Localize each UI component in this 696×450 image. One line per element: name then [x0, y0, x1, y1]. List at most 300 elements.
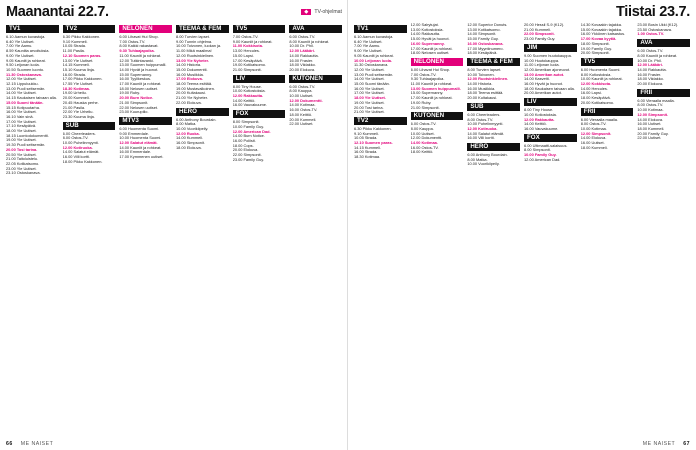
program-listing: 20.50 Yle Uutiset. [6, 152, 37, 157]
channel-heading: TEEMA & FEM [467, 58, 520, 66]
program-listing: 17.00 Yle Uutiset. [6, 119, 37, 124]
program-listing: 14.15 Kaukaisen taivaan alla. [6, 96, 57, 101]
program-listing: 18.00 Keittiö. [289, 112, 313, 117]
program-listing: 10.00 Huomenta Suomi. [119, 136, 162, 141]
program-listing: 15.00 Supernanny. [410, 91, 444, 96]
page-title: Maanantai 22.7. [6, 4, 109, 20]
channel-heading: NELONEN [411, 58, 464, 66]
highlighted-program: 1.00 Ostos-TV. [637, 32, 665, 37]
program-listing: 19.00 Kotikatsomo. [232, 63, 266, 68]
program-listing: 15.00 Family Guy. [467, 37, 499, 42]
channel-heading: KUTONEN [289, 75, 342, 83]
highlighted-program: 13.00 Yle Nyheter. [176, 58, 210, 63]
highlighted-program: 12.00 Rakkautta. [524, 117, 555, 122]
program-listing: 21.00 Yle Uutiset. [354, 110, 385, 115]
program-listing: 23.00 Yle Uutiset. [6, 166, 37, 171]
program-listing: 16.00 Ykkönen katsastus. [580, 32, 626, 37]
program-listing: 22.00 Yle Urheilu. [62, 110, 94, 115]
highlighted-program: 12.00 Lääkäri. [637, 63, 663, 68]
program-listing: 18.00 Kummeli. [580, 145, 608, 150]
program-listing: 16.00 Vauvakuume. [232, 103, 268, 108]
channel-heading: HERO [467, 143, 520, 151]
program-listing: 10.00 Uutiset. [410, 131, 435, 136]
program-listing: 10.00 Toivonen, luokan ja. [176, 44, 222, 49]
brand-name: ME NAISET [642, 441, 676, 447]
program-listing: 10.00 Kotiostoksia. [524, 112, 557, 117]
program-listing: 16.00 Ostos-TV. [410, 145, 439, 150]
program-listing: 8.00 Kotiostoksia. [580, 72, 612, 77]
program-listing: 6.00 Anthony Bourdain. [467, 153, 508, 158]
schedule-column [524, 23, 577, 434]
program-listing: 8.00 Simpsonit. [232, 120, 260, 125]
program-listing: 12.00 Amerikan ajoneuvot. [524, 67, 571, 72]
program-listing: 21.00 Simpsonit. [232, 67, 262, 72]
program-listing: 16.00 Frasier. [289, 58, 314, 63]
program-listing: 12.15 Lippuluukku. [6, 82, 39, 87]
program-listing: 6.30 Pikku Kakkonen. [354, 126, 392, 131]
program-listing: 17.55 Yle Uutiset. [62, 82, 94, 87]
program-listing: 20.45 Hauska perhe. [62, 100, 99, 105]
highlighted-program: 18.30 Kotimaa. [62, 86, 90, 91]
program-listing: 23.00 Bosin Ukki (K12). [637, 23, 679, 27]
program-listing: 18.00 Yle Uutiset. [6, 129, 37, 134]
program-listing: 6.00 Ostos-TV. [289, 84, 316, 89]
channel-heading: LIV [233, 75, 286, 83]
program-listing: 22.00 Uutiset. [289, 122, 314, 127]
program-listing: 21.00 Yle Nyheter. [176, 96, 208, 101]
page-footer [643, 441, 690, 447]
highlighted-program: 13.00 Amerikan autot. [524, 72, 565, 77]
program-listing: 10.00 Puhelinmyynti. [62, 141, 99, 146]
channel-heading: AVA [289, 25, 342, 33]
schedule-column [289, 23, 342, 434]
program-listing: 18.00 Viidakko. [637, 77, 664, 82]
page-title: Tiistai 23.7. [615, 4, 690, 20]
schedule-column [581, 23, 634, 434]
program-listing: 16.00 Vauvakuume. [524, 126, 559, 131]
program-listing: 11.30 Ostoskanava. [354, 63, 389, 68]
program-listing: 10.05 Strada. [62, 44, 87, 49]
program-listing: 9.00 Kauniit ja rohkeat. [232, 39, 273, 44]
program-listing: 7.00 Ostos-TV. [119, 39, 146, 44]
program-listing: 15.00 Kovaakin tajakka. [580, 27, 622, 32]
program-listing: 10.00 Toivonen. [467, 72, 495, 77]
schedule-column [6, 23, 59, 434]
program-listing: 9.50 Leijonan luola. [6, 63, 40, 68]
highlighted-program: 12.00 Rakkautta. [232, 94, 264, 99]
program-listing: 18.00 Keittiö. [410, 150, 434, 155]
program-listing: 15.15 Kotipuutarha. [6, 105, 40, 110]
program-listing: 19.00 Yle Uutiset. [354, 100, 385, 105]
schedule-column [467, 23, 520, 434]
right-page [348, 0, 696, 450]
program-listing: 9.30 Tuhlaajapoika. [410, 77, 445, 82]
program-listing: 6.00 Ostos-TV. [410, 122, 437, 127]
program-listing: 14.00 Yle Uutiset. [6, 91, 37, 96]
channel-heading: TV1 [354, 25, 407, 33]
program-listing: 13.00 Kotiostoksia. [410, 27, 444, 32]
highlighted-program: 12.10 Suomen paras. [354, 141, 393, 146]
program-listing: 13.00 Kotikatsomo. [467, 27, 501, 32]
program-listing: 23.00 Kuurupiilo. [119, 110, 149, 115]
highlighted-program: 12.00 Lääkäri. [289, 49, 315, 54]
program-listing: 22.05 Kotikatsomo. [6, 161, 40, 166]
program-listing: 14.00 Historia. [467, 82, 493, 87]
program-listing: 6.00 Ostos-TV. [637, 49, 664, 54]
program-listing: 20.00 Elokuva. [289, 67, 316, 72]
tag-bar: ◆ [301, 9, 311, 15]
program-listing: 18.00 Simpsonit. [580, 41, 610, 46]
schedule-column [637, 23, 690, 434]
program-listing: 8.00 Matka. [467, 157, 488, 162]
highlighted-program: 12.00 Kotiruoka. [62, 145, 93, 150]
program-listing: 14.15 Kummeli. [62, 63, 90, 68]
highlighted-program: 16.00 Supernanny. [410, 41, 445, 46]
schedule-columns [354, 23, 690, 434]
program-listing: 16.00 Poliisit. [232, 138, 256, 143]
program-listing: 23.30 Kuuma linja. [62, 114, 95, 119]
section-tag [301, 9, 342, 15]
program-listing: 13.00 Puoli seitsemän. [354, 72, 394, 77]
program-listing: 14.00 Keittiö. [232, 98, 256, 103]
program-listing: 13.00 Hercules. [232, 49, 260, 54]
highlighted-program: 12.00 American Dad. [232, 129, 271, 134]
program-listing: 9.05 Kauniit ja rohkeat. [354, 53, 394, 58]
program-listing: 8.00 Kauniit ja rohkeat. [637, 53, 678, 58]
program-listing: 18.00 Kesäpäivä. [580, 96, 611, 101]
program-listing: 14.00 Kummeli. [176, 136, 204, 141]
program-listing: 16.00 Tyylikeskus. [119, 77, 152, 82]
program-listing: 12.00 Superior Donuts. [467, 23, 508, 27]
program-listing: 18.00 Cops. [232, 143, 254, 148]
program-listing: 14.00 Salatut elämät. [467, 131, 505, 136]
program-listing: 20.00 Hessil S-9 (K12). [524, 23, 565, 27]
program-listing: 19.00 Urheilu. [62, 91, 87, 96]
program-listing: 17.10 Kesäpäivä. [6, 124, 37, 129]
program-listing: 6.00 Huomenta Suomi. [119, 126, 160, 131]
schedule-column [233, 23, 286, 434]
program-listing: 15.00 Hyvät ja huonot. [410, 37, 450, 42]
program-listing: 10.00 Kotiostoksia. [232, 89, 266, 94]
page-number: 66 [6, 441, 13, 447]
schedule-column [119, 23, 172, 434]
program-listing: 8.00 Kauppa. [410, 126, 434, 131]
program-listing: 20.00 Kultakausi. [176, 91, 206, 96]
page-number: 67 [683, 441, 690, 447]
program-listing: 20.00 Simpsonit. [580, 51, 610, 56]
program-listing: 23.10 Ostoskanava. [6, 171, 41, 176]
schedule-column [176, 23, 229, 434]
brand-name: ME NAISET [20, 441, 54, 447]
highlighted-program: 20.00 Burn Notice. [119, 96, 154, 101]
program-listing: 6.00 Ostos-TV. [289, 35, 316, 39]
program-listing: 14.15 Kummeli. [354, 145, 382, 150]
program-listing: 10.00 Huutokauppa. [524, 58, 560, 63]
program-listing: 10.00 Puhelinmyynti. [467, 122, 504, 127]
highlighted-program: 18.00 Yle Uutiset. [354, 96, 386, 101]
program-listing: 8.00 Kaikki rakastavat. [119, 44, 159, 49]
program-listing: 12.00 Yle Uutiset. [354, 67, 385, 72]
program-listing: 12.00 Yle Uutiset. [6, 77, 37, 82]
program-listing: 10.50 Suomen luonto. [6, 67, 45, 72]
program-listing: 6.10 Aamun kuvastoja. [6, 35, 46, 39]
program-listing: 6.00 Lihavat Hui Shop. [410, 67, 451, 72]
program-listing: 8.00 Kauppa. [289, 89, 313, 94]
highlighted-program: 12.00 Salatut elämät. [119, 141, 158, 146]
program-listing: 16.00 Hyvät ja huonot. [524, 82, 563, 87]
program-listing: 11.00 Kauniit ja rohkeat. [410, 82, 453, 87]
channel-heading: TV5 [233, 25, 286, 33]
program-listing: 19.00 Ruby. [410, 100, 432, 105]
program-listing: 10.00 Vuorikiipeily. [176, 126, 209, 131]
program-listing: 14.00 Burn Notice. [232, 134, 265, 139]
program-listing: 6.00 Vieraalla maalla. [580, 117, 619, 122]
program-listing: 8.00 Turvien lapset. [176, 35, 210, 39]
program-listing: 14.00 Elokuva. [637, 117, 664, 122]
program-listing: 10.00 Uutiset. [289, 94, 314, 99]
highlighted-program: 12.00 Dokumentti. [289, 98, 323, 103]
program-listing: 8.00 Kauniit ja rohkeat. [289, 39, 330, 44]
program-listing: 14.00 Kauniit ja rohkeat. [119, 145, 162, 150]
program-listing: 14.00 Yle Uutiset. [354, 77, 385, 82]
program-listing: 17.00 Kauniit ja rohkeat. [119, 82, 162, 87]
program-listing: 9.10 Kummeli. [62, 39, 88, 44]
program-listing: 20.00 Kummeli. [289, 117, 317, 122]
program-listing: 15.00 Supernanny. [119, 72, 152, 77]
program-listing: 6.00 Anthony Bourdain. [176, 117, 217, 122]
highlighted-program: 14.00 Kotimaa. [410, 141, 438, 146]
program-listing: 8.00 Turvien lapset. [467, 67, 502, 72]
schedule-column [411, 23, 464, 434]
program-listing: 6.00 Cheerleaders. [62, 131, 96, 136]
channel-heading: MTV3 [119, 117, 172, 125]
highlighted-program: 22.00 Simpsonit. [524, 32, 555, 37]
program-listing: 9.00 Emmerdale. [119, 131, 149, 136]
program-listing: 16.00 Yle Uutiset. [354, 86, 385, 91]
program-listing: 11.00 Mikä maailma! [176, 49, 212, 54]
program-listing: 14.00 Historia. [176, 63, 202, 68]
program-listing: 14.00 Simpsonit. [467, 32, 497, 37]
program-listing: 9.05 Kauniit ja rohkeat. [6, 58, 46, 63]
program-listing: 17.00 Kauniit ja rohkeat. [410, 96, 453, 101]
schedule-columns [6, 23, 342, 434]
program-listing: 10.00 Kotimaa. [580, 126, 607, 131]
program-listing: 18.00 Teema esittää. [467, 91, 504, 96]
program-listing: 12.00 American Dad. [524, 157, 561, 162]
program-listing: 17.00 Kesäpäivä. [232, 58, 263, 63]
program-listing: 20.00 Kultakausi. [467, 96, 498, 101]
channel-heading: LIV [524, 98, 577, 106]
highlighted-program: 15.00 Suomi tänään. [6, 100, 44, 105]
program-listing: 10.00 Kotimaa. [637, 108, 664, 113]
program-listing: 12.00 Ruotsinkielinen. [176, 53, 215, 58]
program-listing: 18.00 Nelosen uutiset. [119, 86, 159, 91]
program-listing: 18.00 Teema esittää. [176, 82, 213, 87]
program-listing: 18.00 Kummeli. [637, 126, 665, 131]
program-listing: 14.00 Kasvetti. [524, 77, 550, 82]
program-listing: 16.00 Musiikkia. [176, 72, 204, 77]
highlighted-program: 17.00 Kovaa kyytiä. [580, 37, 617, 42]
program-listing: 6.40 Yle Uutiset. [6, 39, 35, 44]
channel-heading: JIM [524, 44, 577, 52]
program-listing: 9.00 Yle Uutiset. [6, 53, 35, 58]
program-listing: 16.00 Emmerdale. [119, 150, 152, 155]
program-listing: 20.00 Kotikatsomo. [580, 100, 614, 105]
program-listing: 14.00 Rakkautta. [637, 67, 667, 72]
program-listing: 15.00 Lapsi. [232, 53, 254, 58]
program-listing: 15.00 Dokumentti. [176, 67, 208, 72]
program-listing: 7.00 Yle Aamu. [6, 44, 33, 49]
program-listing: 6.40 Yle Uutiset. [354, 39, 383, 44]
program-listing: 10.05 Strada. [354, 136, 378, 141]
program-listing: 14.00 Hyvät ja huonot. [119, 67, 159, 72]
program-listing: 14.00 Hercules. [580, 86, 608, 91]
channel-heading: TV2 [63, 25, 116, 33]
program-listing: 14.00 Rakkautta. [410, 32, 441, 37]
program-listing: 16.00 Uutiset. [637, 122, 662, 127]
program-listing: 14.00 Salatut elämät. [62, 150, 100, 155]
highlighted-program: 12.00 Ruotsinkielinen. [467, 77, 509, 82]
program-listing: 8.00 Ostos-TV. [467, 117, 494, 122]
program-listing: 18.00 Nelosen uutiset. [410, 51, 450, 56]
program-listing: 6.00 Cheerleaders. [467, 112, 501, 117]
program-listing: 16.00 Frasier. [637, 72, 662, 77]
highlighted-program: 10.00 Family Guy. [524, 153, 557, 158]
highlighted-program: 10.00 Leijonan luola. [354, 58, 393, 63]
schedule-column [354, 23, 407, 434]
highlighted-program: 20.00 Tosi tarina. [6, 147, 38, 152]
program-listing: 8.00 Ostos-TV. [62, 136, 89, 141]
program-listing: 21.00 Taitoluistelu. [6, 157, 39, 162]
program-listing: 10.00 Kauniit ja rohkeat. [580, 77, 623, 82]
program-listing: 14.00 Rakkautta. [289, 53, 319, 58]
program-listing: 22.00 Uutiset. [637, 136, 662, 141]
program-listing: 8.59 Kauniita arvoituksia. [6, 49, 50, 54]
program-listing: 10.00 Dr. Phil. [289, 44, 314, 49]
channel-heading: FOX [233, 110, 286, 118]
program-listing: 16.00 Lapsi. [580, 91, 602, 96]
program-listing: 11.00 Leijonan luola. [524, 63, 560, 68]
program-listing: 7.00 Ostos-TV. [232, 35, 259, 39]
channel-heading: SUB [467, 103, 520, 111]
program-listing: 16.00 Musiikkia. [467, 86, 496, 91]
program-listing: 18.30 Kotimaa. [354, 155, 381, 160]
program-listing: 8.00 Tiny House. [232, 84, 262, 89]
program-listing: 23.00 Family Guy. [232, 157, 264, 162]
program-listing: 16.00 Strada. [354, 150, 378, 155]
tag-label: TV-ohjelmat [314, 9, 342, 15]
highlighted-program: 16.00 Ostoskanava. [467, 41, 504, 46]
program-listing: 18.00 Kesäpäivä. [467, 51, 498, 56]
channel-heading: FRII [581, 108, 634, 116]
program-listing: 8.00 Tiny House. [524, 108, 554, 113]
highlighted-program: 11.30 Ostoskanava. [6, 72, 42, 77]
program-listing: 6.30 Pikku Kakkonen. [62, 35, 101, 39]
program-listing: 16.00 Ostos-TV. [289, 108, 318, 113]
highlighted-program: 12.00 Kokkisota. [580, 82, 612, 87]
program-listing: 10.00 Dr. Phil. [637, 58, 662, 63]
program-listing: 18.00 Viidakko. [289, 63, 316, 68]
program-listing: 14.30 Kovaakin tajakka. [580, 23, 622, 27]
schedule-column [63, 23, 116, 434]
program-listing: 6.10 Aamun kuvastoja. [354, 35, 394, 39]
program-listing: 11.00 Pasila. [62, 49, 85, 54]
highlighted-program: 12.00 Kotiruoka. [467, 126, 498, 131]
highlighted-program: 9.30 Tuhlaajapoika. [119, 49, 155, 54]
highlighted-program: 13.00 Suomen huippumalli. [410, 86, 461, 91]
program-listing: 10.00 Vuorikiipeily. [467, 162, 500, 167]
program-listing: 19.00 Yle Uutiset. [6, 138, 37, 143]
highlighted-program: 17.00 Elokuva. [176, 77, 203, 82]
program-listing: 14.00 Elokuva. [580, 136, 607, 141]
program-listing: 20.00 Family Guy. [637, 131, 669, 136]
program-listing: 21.00 Pasila. [62, 105, 86, 110]
program-listing: 19.00 Mustavalkoinen. [176, 86, 215, 91]
program-listing: 21.00 Simpsonit. [119, 100, 149, 105]
program-listing: 13.00 Yle Uutiset. [62, 58, 94, 63]
highlighted-program: 11.00 Kokkisota. [232, 44, 263, 49]
program-listing: 20.00 Elokuva. [232, 148, 259, 153]
highlighted-program: 12.00 Simpsonit. [637, 112, 669, 117]
program-listing: 17.00 Myyntinumero. [467, 46, 504, 51]
channel-heading: HERO [176, 108, 229, 116]
channel-heading: TV1 [6, 25, 59, 33]
program-listing: 17.00 Yle Uutiset. [354, 91, 385, 96]
program-listing: 6.00 Lihavat Hui Shop. [119, 35, 159, 39]
program-listing: 13.00 Suomen huippumalli. [119, 63, 167, 68]
program-listing: 10.00 Family Guy. [232, 124, 264, 129]
channel-heading: TEEMA & FEM [176, 25, 229, 33]
program-listing: 16.00 Uutiset. [580, 141, 605, 146]
program-listing: 19.00 Family Guy. [580, 46, 612, 51]
program-listing: 6.00 Huomenta Suomi. [580, 67, 621, 72]
program-listing: 18.15 Luontodokumentti. [6, 133, 49, 138]
highlighted-program: 12.00 Simpsonit. [580, 131, 612, 136]
program-listing: 9.00 Tunnin ohjelma. [176, 39, 213, 44]
program-listing: 12.00 Tutkintavanki. [119, 58, 154, 63]
program-listing: 17.00 Kymmenen uutiset. [119, 155, 164, 160]
program-listing: 12.00 Dokumentti. [410, 136, 443, 141]
channel-heading: SUB [63, 122, 116, 130]
highlighted-program: 12.00 Ruoka. [176, 131, 200, 136]
program-listing: 12.00 Salrytujat. [410, 23, 439, 27]
channel-heading: TV2 [354, 117, 407, 125]
program-listing: 19.00 Ruby. [119, 91, 141, 96]
program-listing: 18.00 Pikku Kakkonen. [62, 159, 103, 164]
channel-heading: KUTONEN [411, 112, 464, 120]
program-listing: 19.30 Puoli seitsemän. [6, 143, 46, 148]
program-listing: 16.00 Yle Uutiset. [6, 110, 37, 115]
program-listing: 16.00 Simpsonit. [176, 141, 205, 146]
program-listing: 9.10 Kummeli. [354, 131, 379, 136]
program-listing: 16.00 Villi kortti. [467, 136, 495, 141]
program-listing: 7.00 Yle Aamu. [354, 44, 381, 49]
highlighted-program: 12.10 Suomen paras. [62, 53, 102, 58]
program-listing: 14.00 Keittiö. [524, 122, 547, 127]
program-listing: 22.00 Simpsonit. [232, 153, 262, 158]
program-listing: 22.00 Nelosen uutiset. [119, 105, 159, 110]
program-listing: 20.00 Amerikan autot. [524, 91, 562, 96]
program-listing: 18.00 Kaukaisen taivaan alla. [524, 86, 575, 91]
channel-heading: NELONEN [119, 25, 172, 33]
program-listing: 15.00 Suomi tänään. [354, 82, 390, 87]
program-listing: 23.50 Ostoskanava. [637, 27, 672, 32]
program-listing: 20.00 Tosi tarina. [354, 105, 384, 110]
program-listing: 13.00 Puoli seitsemän. [6, 86, 46, 91]
program-listing: 8.00 Simpsonit. [524, 148, 551, 153]
program-listing: 6.00 Ultimaatti-salaisuus. [524, 143, 568, 148]
program-listing: 16.00 Villi kortti. [62, 155, 91, 160]
